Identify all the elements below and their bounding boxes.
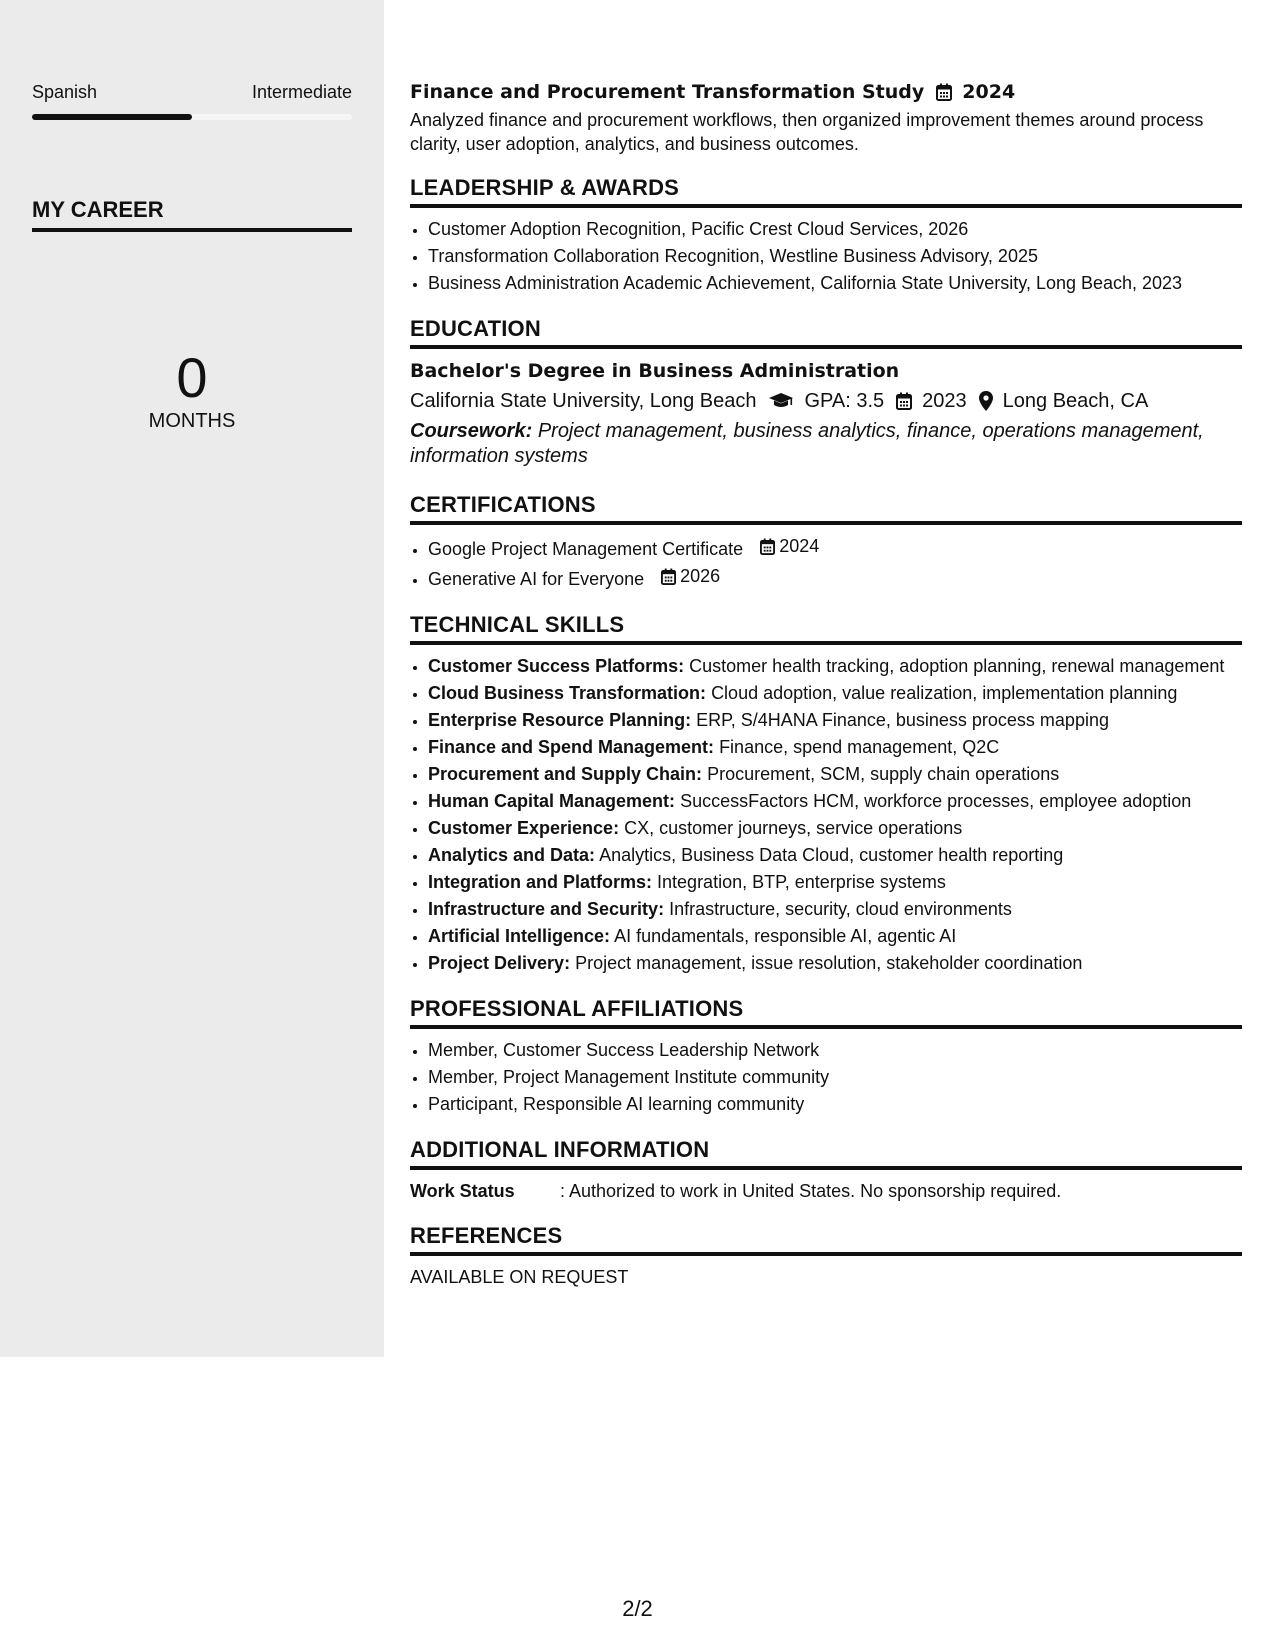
coursework-text: Project management, business analytics, finance, operations management, information systems [410,420,1204,467]
calendar-icon [896,392,912,410]
language-proficiency-fill [32,114,192,120]
skill-value: Analytics, Business Data Cloud, customer health reporting [599,845,1064,865]
project-title: Finance and Procurement Transformation Study [410,81,925,103]
certification-year: 2024 [779,536,820,556]
certification-name: Generative AI for Everyone [428,569,645,589]
certification-name: Google Project Management Certificate [428,539,744,559]
calendar-icon [661,568,676,585]
degree-title: Bachelor's Degree in Business Administration [410,360,900,382]
skill-label: Enterprise Resource Planning: [428,710,692,730]
additional-info-heading: ADDITIONAL INFORMATION [410,1136,1242,1170]
skill-value: Customer health tracking, adoption planning, renewal management [689,656,1225,676]
skill-value: Project management, issue resolution, stakeholder coordination [575,953,1083,973]
work-status-value: : Authorized to work in United States. No sponsorship required. [560,1181,1062,1201]
career-count: 0 [176,346,208,409]
language-row [32,82,352,103]
skill-label: Human Capital Management: [428,791,676,811]
skill-value: AI fundamentals, responsible AI, agentic AI [614,926,957,946]
skill-value: Infrastructure, security, cloud environments [669,899,1012,919]
skill-item [428,680,1242,707]
calendar-icon [936,83,952,101]
gpa: GPA: 3.5 [804,390,885,412]
language-proficiency-bar [32,114,352,120]
skill-value: Procurement, SCM, supply chain operations [707,764,1060,784]
project-description: Analyzed finance and procurement workflows, then organized improvement themes around process clarity, user adoption, analytics, and business outcomes. [410,110,1204,154]
language-level: Intermediate [251,82,352,102]
skill-item [428,950,1242,977]
skill-value: CX, customer journeys, service operations [624,818,963,838]
skill-value: Integration, BTP, enterprise systems [657,872,946,892]
skill-label: Analytics and Data: [428,845,596,865]
sidebar [0,0,384,1357]
project-date [936,78,1015,106]
skill-value: ERP, S/4HANA Finance, business process mapping [696,710,1109,730]
career-heading: MY CAREER [32,196,352,232]
skill-item [428,896,1242,923]
list-item: • Participant, Responsible AI learning community [428,1091,1242,1118]
skill-value: Finance, spend management, Q2C [719,737,1000,757]
certification-year: 2026 [680,566,721,586]
affiliations-list [410,1037,1242,1118]
career-unit: MONTHS [148,410,236,432]
leadership-list [410,216,1242,297]
skill-label: Artificial Intelligence: [428,926,611,946]
education-meta [410,385,1242,417]
skill-item [428,869,1242,896]
technical-skills-list [410,653,1242,977]
skill-item [428,842,1242,869]
page-number: 2/2 [622,1596,653,1621]
technical-skills-heading: TECHNICAL SKILLS [410,611,1242,645]
coursework [410,419,1242,469]
skill-label: Customer Success Platforms: [428,656,685,676]
skill-label: Finance and Spend Management: [428,737,715,757]
list-item: • Business Administration Academic Achievement, California State University, Long Beach, 2023 [428,270,1242,297]
list-item: • Member, Project Management Institute community [428,1064,1242,1091]
school-name: California State University, Long Beach [410,390,757,412]
skill-item [428,653,1242,680]
skill-item [428,707,1242,734]
references-text: AVAILABLE ON REQUEST [410,1267,629,1287]
work-status-label: Work Status [410,1181,515,1201]
list-item: • Customer Adoption Recognition, Pacific Crest Cloud Services, 2026 [428,216,1242,243]
skill-label: Infrastructure and Security: [428,899,665,919]
coursework-label: Coursework: [410,420,533,442]
project-header [410,78,1242,106]
work-status-row [410,1178,1242,1204]
skill-value: Cloud adoption, value realization, implementation planning [711,683,1178,703]
main-content [410,78,1242,1290]
leadership-heading: LEADERSHIP & AWARDS [410,174,1242,208]
list-item [428,533,1242,563]
list-item [428,563,1242,593]
skill-label: Cloud Business Transformation: [428,683,707,703]
language-name: Spanish [32,82,98,102]
skill-value: SuccessFactors HCM, workforce processes, employee adoption [680,791,1192,811]
affiliations-heading: PROFESSIONAL AFFILIATIONS [410,995,1242,1029]
education-location: Long Beach, CA [1002,390,1149,412]
skill-item [428,734,1242,761]
skill-item [428,923,1242,950]
map-pin-icon [979,391,993,411]
skill-item [428,815,1242,842]
project-year: 2024 [962,81,1016,103]
skill-label: Customer Experience: [428,818,620,838]
certifications-list [410,533,1242,593]
skill-label: Procurement and Supply Chain: [428,764,703,784]
skill-item [428,761,1242,788]
references-heading: REFERENCES [410,1222,1242,1256]
graduation-year: 2023 [922,390,967,412]
skill-label: Integration and Platforms: [428,872,653,892]
graduation-cap-icon [768,392,794,410]
list-item: • Member, Customer Success Leadership Network [428,1037,1242,1064]
calendar-icon [760,538,775,555]
skill-label: Project Delivery: [428,953,571,973]
education-heading: EDUCATION [410,315,1242,349]
skill-item [428,788,1242,815]
certifications-heading: CERTIFICATIONS [410,491,1242,525]
list-item: • Transformation Collaboration Recognition, Westline Business Advisory, 2025 [428,243,1242,270]
